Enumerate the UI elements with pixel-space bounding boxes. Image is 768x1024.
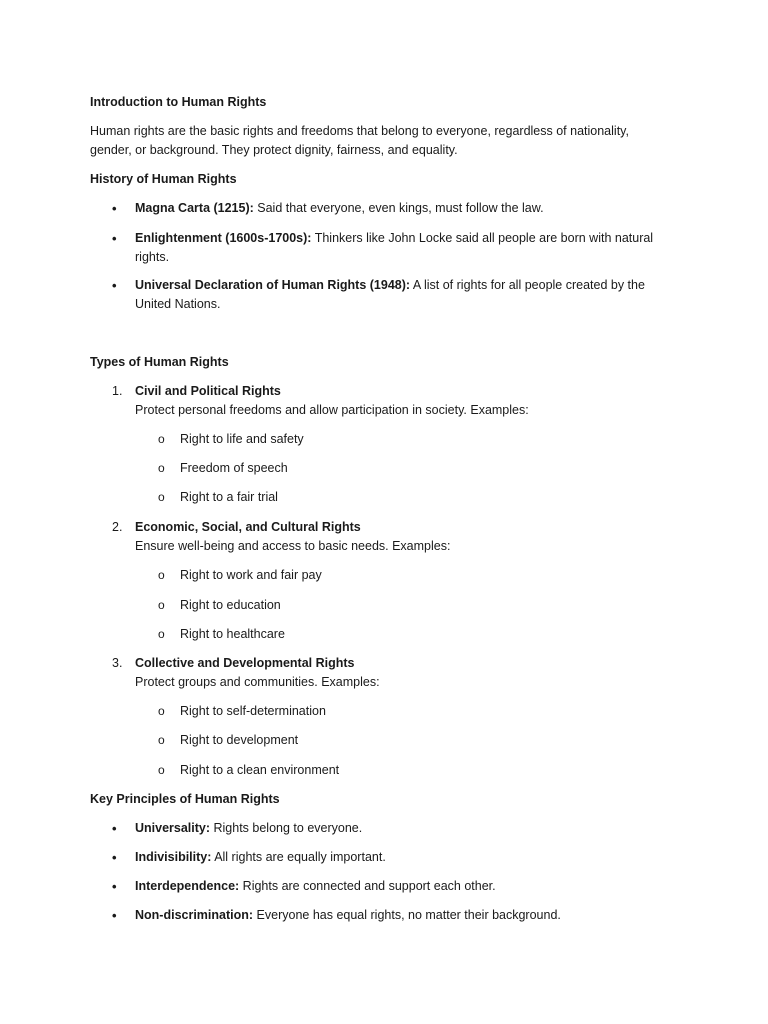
list-item [90, 229, 670, 267]
sub-list-item-text: Right to a clean environment [180, 763, 340, 777]
numbered-item-content [135, 382, 670, 420]
numbered-item-content [135, 518, 670, 556]
circle-bullet-icon: o [158, 704, 165, 718]
list-item-text: Rights belong to everyone. [210, 821, 363, 835]
list-item-term: Interdependence: [135, 879, 240, 893]
circle-bullet-icon: o [158, 432, 165, 446]
sub-list-item [90, 761, 670, 780]
list-item-content [135, 819, 670, 838]
list-item-text: Rights are connected and support each other. [239, 879, 496, 893]
sub-list-item [90, 566, 670, 585]
sub-list-item-text: Right to self-determination [180, 704, 326, 718]
list-item-text: Everyone has equal rights, no matter their background. [253, 908, 561, 922]
sub-list-item-text: Right to development [180, 733, 299, 747]
circle-bullet-icon: o [158, 733, 165, 747]
sub-list-item-text: Right to life and safety [180, 432, 304, 446]
numbered-item [90, 382, 670, 420]
principles-heading: Key Principles of Human Rights [90, 792, 280, 806]
bullet-icon: • [112, 908, 117, 923]
numbered-item-title: Economic, Social, and Cultural Rights [135, 520, 361, 534]
list-item-content [135, 906, 670, 925]
numbered-item-title: Collective and Developmental Rights [135, 656, 355, 670]
list-item-content [135, 229, 670, 267]
list-item-term: Magna Carta (1215): [135, 201, 254, 215]
intro-heading: Introduction to Human Rights [90, 95, 267, 109]
list-item [90, 848, 670, 867]
bullet-icon: • [112, 201, 117, 216]
intro-paragraph: Human rights are the basic rights and freedoms that belong to everyone, regardless of nationality, gender, or background. They protect dignity, fairness, and equality. [90, 124, 629, 157]
sub-list-item-text: Right to a fair trial [180, 490, 278, 504]
list-item [90, 199, 670, 218]
sub-list-item-text: Right to education [180, 598, 281, 612]
list-item-term: Universality: [135, 821, 211, 835]
list-item-term: Enlightenment (1600s-1700s): [135, 231, 312, 245]
list-item-content [135, 276, 670, 314]
sub-list-item [90, 459, 670, 478]
sub-list-item [90, 488, 670, 507]
circle-bullet-icon: o [158, 568, 165, 582]
bullet-icon: • [112, 278, 117, 293]
list-number: 2. [112, 520, 123, 534]
sub-list-item [90, 702, 670, 721]
list-item-content [135, 199, 670, 218]
bullet-icon: • [112, 879, 117, 894]
sub-list-item-text: Freedom of speech [180, 461, 288, 475]
types-heading: Types of Human Rights [90, 355, 229, 369]
numbered-item [90, 654, 670, 692]
numbered-item [90, 518, 670, 556]
numbered-item-description: Protect groups and communities. Examples: [135, 675, 380, 689]
list-item [90, 276, 670, 314]
sub-list-item [90, 596, 670, 615]
circle-bullet-icon: o [158, 461, 165, 475]
list-item [90, 877, 670, 896]
sub-list-item [90, 731, 670, 750]
list-item-content [135, 848, 670, 867]
list-number: 1. [112, 384, 123, 398]
numbered-item-description: Ensure well-being and access to basic needs. Examples: [135, 539, 451, 553]
numbered-item-title: Civil and Political Rights [135, 384, 281, 398]
circle-bullet-icon: o [158, 490, 165, 504]
circle-bullet-icon: o [158, 627, 165, 641]
list-item [90, 906, 670, 925]
list-number: 3. [112, 656, 123, 670]
list-item-text: A list of rights for all people created by the United Nations. [135, 278, 645, 311]
history-heading: History of Human Rights [90, 172, 237, 186]
list-item-term: Universal Declaration of Human Rights (1948): [135, 278, 411, 292]
bullet-icon: • [112, 231, 117, 246]
list-item-text: Said that everyone, even kings, must follow the law. [253, 201, 544, 215]
sub-list-item-text: Right to work and fair pay [180, 568, 322, 582]
list-item-term: Non-discrimination: [135, 908, 254, 922]
sub-list-item-text: Right to healthcare [180, 627, 285, 641]
list-item-text: All rights are equally important. [211, 850, 386, 864]
circle-bullet-icon: o [158, 598, 165, 612]
numbered-item-content [135, 654, 670, 692]
sub-list-item [90, 625, 670, 644]
list-item-term: Indivisibility: [135, 850, 212, 864]
bullet-icon: • [112, 850, 117, 865]
sub-list-item [90, 430, 670, 449]
bullet-icon: • [112, 821, 117, 836]
list-item [90, 819, 670, 838]
circle-bullet-icon: o [158, 763, 165, 777]
numbered-item-description: Protect personal freedoms and allow participation in society. Examples: [135, 403, 529, 417]
list-item-text: Thinkers like John Locke said all people are born with natural rights. [135, 231, 654, 264]
list-item-content [135, 877, 670, 896]
